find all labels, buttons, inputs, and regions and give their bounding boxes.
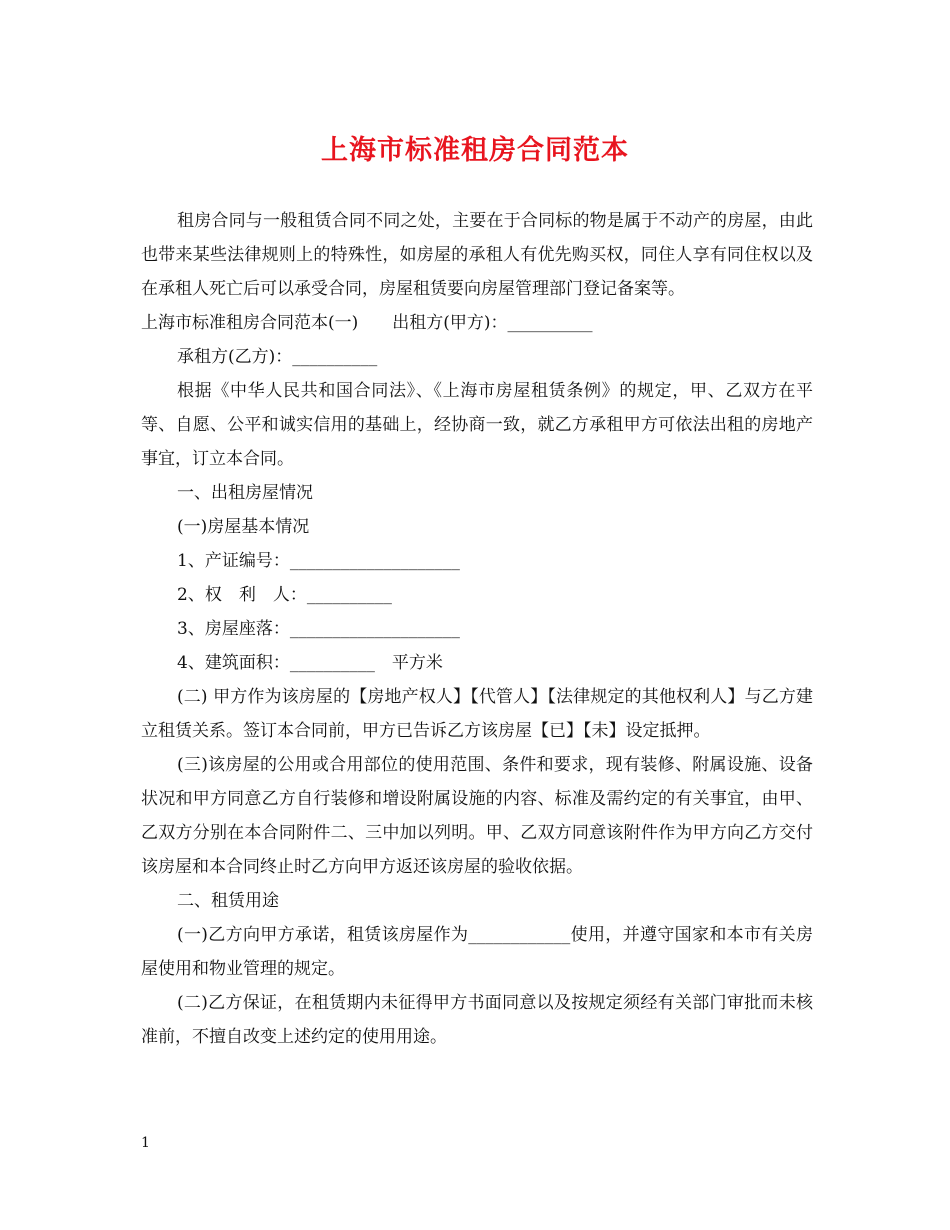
field-area: 4、建筑面积：__________ 平方米 <box>177 653 443 673</box>
paragraph-lessor: 上海市标准租房合同范本(一) 出租方(甲方)：__________ <box>141 313 593 333</box>
paragraph-legal-basis: 根据《中华人民共和国合同法》、《上海市房屋租赁条例》的规定，甲、乙双方在平等、自愿、公平和诚实信用的基础上，经协商一致，就乙方承租甲方可依法出租的房地产事宜，订立本合同。 <box>141 381 813 469</box>
section-heading-1: 一、出租房屋情况 <box>177 483 313 503</box>
paragraph-clause-1-3: (三)该房屋的公用或合用部位的使用范围、条件和要求，现有装修、附属设施、设备状况和甲方同意乙方自行装修和增设附属设施的内容、标准及需约定的有关事宜，由甲、乙双方分别在本合同附件二、三中加以列明。甲、乙双方同意该附件作为甲方向乙方交付该房屋和本合同终止时乙方向甲方返还该房屋的验收依据。 <box>141 755 813 877</box>
paragraph-clause-2-1: (一)乙方向甲方承诺，租赁该房屋作为____________使用，并遵守国家和本市有关房屋使用和物业管理的规定。 <box>141 925 813 979</box>
paragraph-clause-2-2: (二)乙方保证，在租赁期内未征得甲方书面同意以及按规定须经有关部门审批而未核准前，不擅自改变上述约定的使用用途。 <box>141 993 813 1047</box>
paragraph-intro: 租房合同与一般租赁合同不同之处，主要在于合同标的物是属于不动产的房屋，由此也带来某些法律规则上的特殊性，如房屋的承租人有优先购买权，同住人享有同住权以及在承租人死亡后可以承受合同，房屋租赁要向房屋管理部门登记备案等。 <box>141 211 813 299</box>
field-right-holder: 2、权 利 人：__________ <box>177 585 392 605</box>
paragraph-lessee: 承租方(乙方)：__________ <box>177 347 378 367</box>
paragraph-clause-1-2: (二) 甲方作为该房屋的【房地产权人】【代管人】【法律规定的其他权利人】与乙方建立租赁关系。签订本合同前，甲方已告诉乙方该房屋【已】【未】设定抵押。 <box>141 687 813 741</box>
subsection-heading-1-1: (一)房屋基本情况 <box>177 517 310 537</box>
field-location: 3、房屋座落：____________________ <box>177 619 460 639</box>
document-title: 上海市标准租房合同范本 <box>321 135 629 166</box>
field-certificate-number: 1、产证编号：____________________ <box>177 551 460 571</box>
section-heading-2: 二、租赁用途 <box>177 891 279 911</box>
page-number: 1 <box>141 1135 150 1151</box>
document-body <box>141 204 813 1054</box>
